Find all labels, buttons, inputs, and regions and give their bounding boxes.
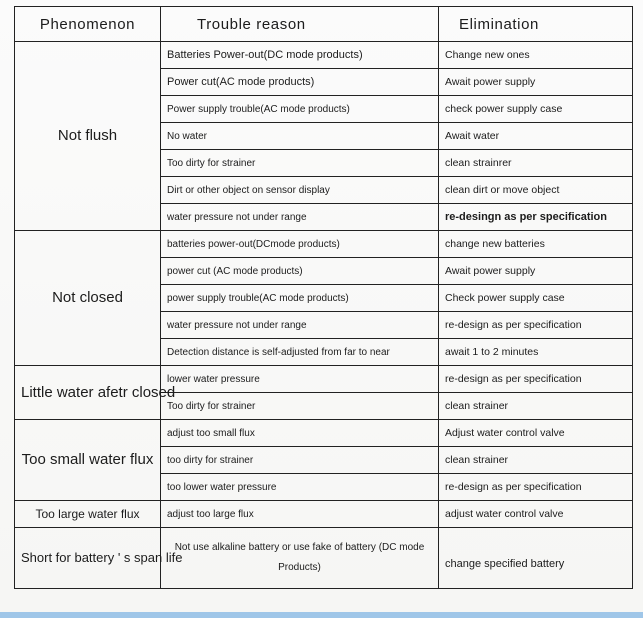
reason-cell: water pressure not under range: [161, 312, 439, 339]
reason-cell: water pressure not under range: [161, 204, 439, 231]
elimination-cell: await 1 to 2 minutes: [439, 339, 633, 366]
reason-cell: Too dirty for strainer: [161, 393, 439, 420]
reason-cell: No water: [161, 123, 439, 150]
reason-cell: Not use alkaline battery or use fake of battery (DC mode Products): [161, 528, 439, 589]
header-row: [15, 7, 633, 42]
bottom-edge-strip: [0, 612, 643, 618]
elimination-cell: re-design as per specification: [439, 366, 633, 393]
phenomenon-too-large-water-flux: Too large water flux: [15, 501, 161, 528]
phenomenon-too-small-water-flux: Too small water flux: [15, 420, 161, 501]
reason-cell: lower water pressure: [161, 366, 439, 393]
elimination-cell: Await power supply: [439, 69, 633, 96]
table-row: [15, 42, 633, 69]
header-elimination: Elimination: [439, 7, 633, 42]
elimination-cell: clean strainer: [439, 447, 633, 474]
elimination-cell: clean dirt or move object: [439, 177, 633, 204]
table-row: [15, 528, 633, 589]
phenomenon-little-water-after-closed: Little water afetr closed: [15, 366, 161, 420]
table-row: [15, 420, 633, 447]
elimination-cell: change new batteries: [439, 231, 633, 258]
elimination-cell: re-design as per specification: [439, 474, 633, 501]
reason-cell: Power supply trouble(AC mode products): [161, 96, 439, 123]
elimination-cell: clean strainrer: [439, 150, 633, 177]
elimination-cell: Await water: [439, 123, 633, 150]
elimination-cell: re-design as per specification: [439, 312, 633, 339]
elimination-cell: change specified battery: [439, 528, 633, 589]
reason-cell: batteries power-out(DCmode products): [161, 231, 439, 258]
reason-cell: too lower water pressure: [161, 474, 439, 501]
reason-cell: Detection distance is self-adjusted from far to near: [161, 339, 439, 366]
phenomenon-not-closed: Not closed: [15, 231, 161, 366]
reason-cell: Dirt or other object on sensor display: [161, 177, 439, 204]
reason-cell: Too dirty for strainer: [161, 150, 439, 177]
header-phenomenon: Phenomenon: [15, 7, 161, 42]
reason-cell: power supply trouble(AC mode products): [161, 285, 439, 312]
reason-cell: adjust too small flux: [161, 420, 439, 447]
elimination-cell: Change new ones: [439, 42, 633, 69]
elimination-cell: adjust water control valve: [439, 501, 633, 528]
troubleshooting-table: [14, 6, 633, 589]
reason-cell: Batteries Power-out(DC mode products): [161, 42, 439, 69]
reason-cell: adjust too large flux: [161, 501, 439, 528]
phenomenon-short-battery-life: Short for battery ' s span life: [15, 528, 161, 589]
elimination-cell: check power supply case: [439, 96, 633, 123]
elimination-cell: Await power supply: [439, 258, 633, 285]
phenomenon-not-flush: Not flush: [15, 42, 161, 231]
table-row: [15, 231, 633, 258]
elimination-cell: Check power supply case: [439, 285, 633, 312]
elimination-cell: clean strainer: [439, 393, 633, 420]
elimination-cell: re-desingn as per specification: [439, 204, 633, 231]
reason-cell: Power cut(AC mode products): [161, 69, 439, 96]
elimination-cell: Adjust water control valve: [439, 420, 633, 447]
reason-cell: power cut (AC mode products): [161, 258, 439, 285]
table-row: [15, 501, 633, 528]
reason-cell: too dirty for strainer: [161, 447, 439, 474]
header-trouble-reason: Trouble reason: [161, 7, 439, 42]
table-row: [15, 366, 633, 393]
